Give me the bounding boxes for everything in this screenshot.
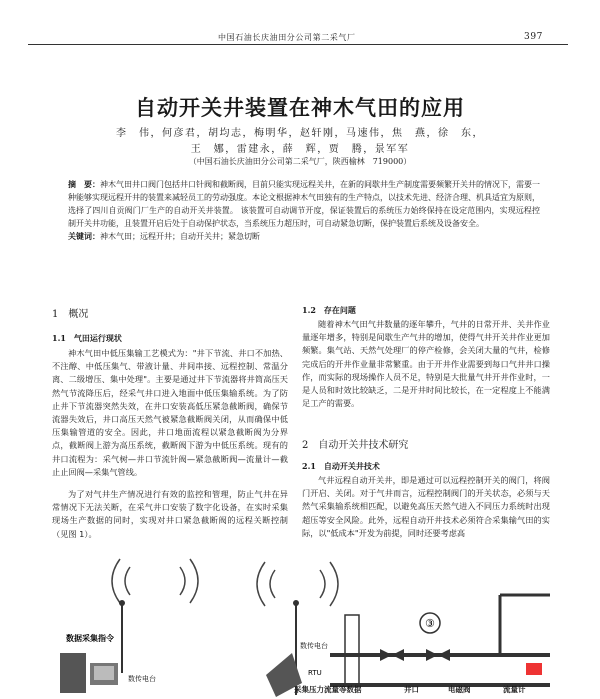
control-computer-icon <box>60 653 118 693</box>
figure-label-flowmeter: 流量计 <box>503 685 526 694</box>
paragraph-1-1b: 为了对气井生产情况进行有效的监控和管理，防止气井在异常情况下无法关断，在采气井口安装了数字化设备，在实时采集现场生产数据的同时，实现对井口紧急截断阀的远程关断控制（见图 1）。 <box>52 489 288 539</box>
label-radio-right: 数传电台 <box>300 642 328 650</box>
label-rtu: RTU <box>308 669 322 677</box>
authors-line-1: 李 伟，何彦君，胡均志，梅明华，赵轩刚，马速伟，焦 燕，徐 东， <box>116 128 484 139</box>
section-1-heading: 1 概况 <box>52 309 89 320</box>
figure-1-schematic <box>30 545 570 699</box>
label-radio-left: 数传电台 <box>128 675 156 683</box>
paragraph-1-1: 神木气田中低压集输工艺模式为："井下节流、井口不加热、不注醇、中低压集气、带液计量、井间串接、远程控制、常温分离、二级增压、集中处理"。主要是通过井下节流器将井筒高压天然气节流降压后，经采气井口进入地面中低压集输系统。为了防止井下节流器突然失效，在井口安装高低压紧急截断阀，确保节流器失效后，井口高压天然气被紧急截断阀关闭，从而确保中低压集输管道的安全。因此，井口地面流程以紧急截断阀为分界点，截断阀上游为高压系统，截断阀下游为中低压系统。现有的井口流程为：采气树—井口节流针阀—紧急截断阀—流量计—截止止回阀—采集气管线。 <box>52 348 288 477</box>
radio-waves-right <box>257 562 338 606</box>
section-2-heading: 2 自动开关井技术研究 <box>302 440 409 451</box>
radio-waves-left <box>112 559 198 603</box>
paper-title: 自动开关井装置在神木气田的应用 <box>135 95 465 120</box>
subsection-1-1-heading: 1.1 气田运行现状 <box>52 333 122 343</box>
subsection-2-1-heading: 2.1 自动开关井技术 <box>302 461 380 471</box>
keywords-text: 神木气田；远程开井；自动开关井；紧急切断 <box>100 232 260 241</box>
header-rule <box>28 44 568 45</box>
wellhead-pipeline <box>330 595 550 685</box>
subsection-1-2-heading: 1.2 存在问题 <box>302 305 356 315</box>
callout-number: ③ <box>425 617 435 630</box>
figure-label-solenoid: 电磁阀 <box>448 685 471 694</box>
abstract-label: 摘 要： <box>68 179 100 189</box>
paragraph-2-1: 气井远程自动开关井，即是通过可以远程控制开关的阀门，将阀门开启、关闭。对于气井而言，远程控制阀门的开关状态，必须与天然气采集输系统相匹配，以避免高压天然气进入不同压力系统时出现超压等安全风险。此外，远程自动开井技术必须符合采集输气田的实际，以"低成本"开发为前提，同时还要考虑高 <box>302 475 550 538</box>
page-number: 397 <box>524 32 543 42</box>
abstract-text: 神木气田井口阀门包括井口针阀和截断阀，目前只能实现远程关井，在新的间歇井生产制度需要频繁开关井的情况下，需要一种能够实现远程开井的装置来减轻员工的劳动强度。本论文根据神木气田独有的生产特点，以技术先进、经济合理、机具适宜为原则，选择了四川自贡阀门厂生产的自动开关井装置。 该装置可自动调节开度，保证装置后的系统压力始终保持在设定范围内，实现远程控制开关井功能，且装置开启后处于自动保护状态，当系统压力超压时，可自动紧急切断，保护装置后系统及设备安全。 <box>68 180 540 228</box>
figure-label-data: 采集压力流量等数据 <box>294 685 362 694</box>
flow-meter-marker <box>526 663 542 675</box>
label-data-command: 数据采集指令 <box>66 634 114 643</box>
paragraph-1-2: 随着神木气田气井数量的逐年攀升，气井的日常开井、关井作业量逐年增多，特别是间歇生产气井的增加，使得气井开关井作业更加频繁。集气站、天然气处理厂的停产检修，会关闭大量的气井，检修完成后的开井作业量非常繁重。由于开井作业需要到每口气井井口操作，而实际的现场操作人员不足，特别是大批量气井开井作业时，一是人员和时效比较缺乏，二是开井时间比较长，在一定程度上不能满足工产的需要。 <box>302 319 550 409</box>
figure-label-wellhead: 井口 <box>404 685 419 694</box>
authors-line-2: 王 娜，雷建永，薛 辉，贾 腾，景军军 <box>190 144 410 155</box>
affiliation: （中国石油长庆油田分公司第二采气厂，陕西榆林 719000） <box>188 157 412 166</box>
abstract-block <box>68 178 540 243</box>
keywords-label: 关键词： <box>68 231 100 241</box>
running-header-journal: 中国石油长庆油田分公司第二采气厂 <box>218 33 356 42</box>
left-antenna-icon <box>119 600 125 673</box>
